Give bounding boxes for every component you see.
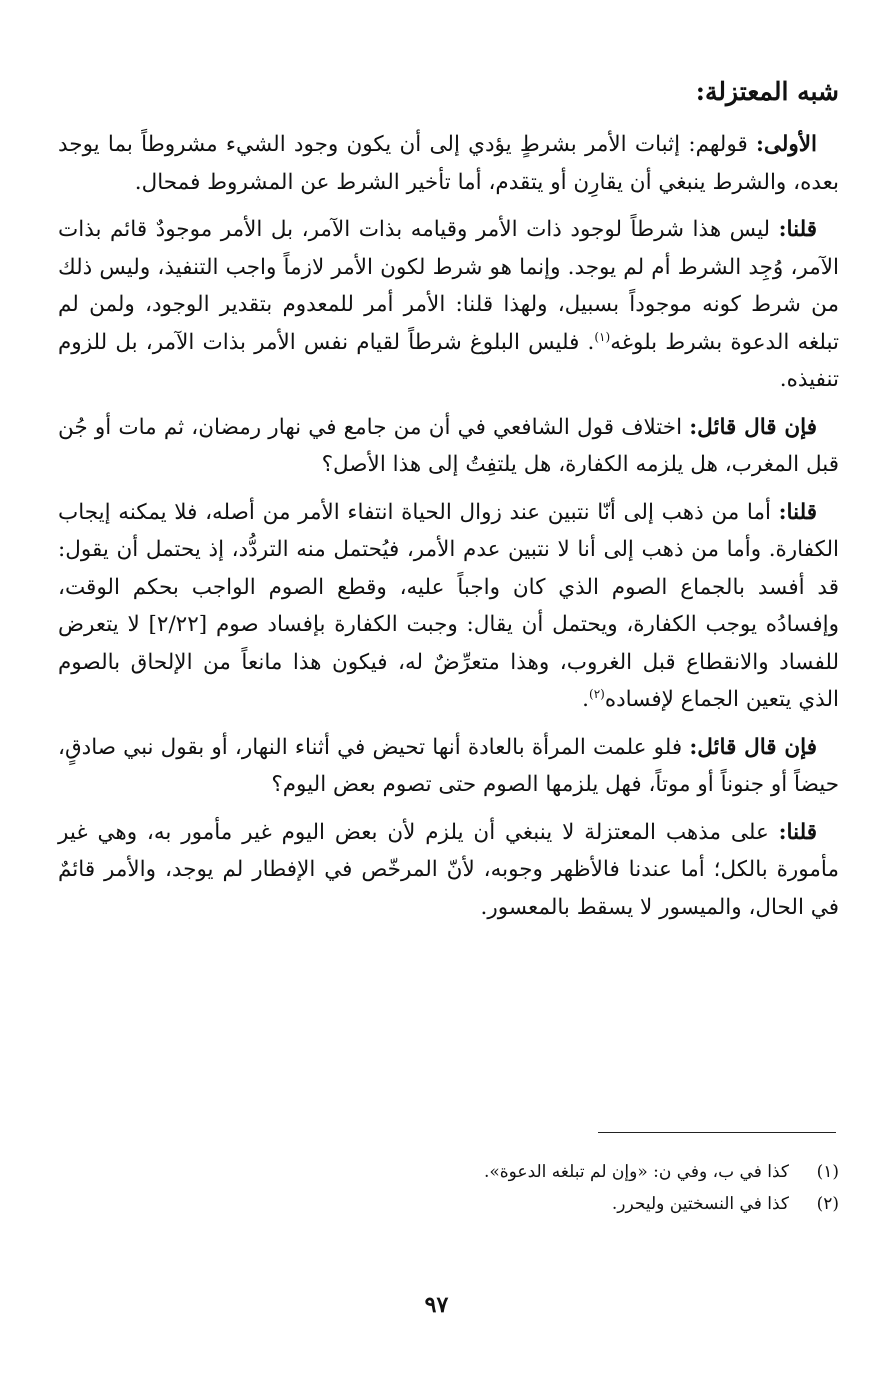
paragraph-5 bbox=[58, 729, 839, 804]
page-number: ٩٧ bbox=[424, 1292, 449, 1318]
footnote-divider bbox=[598, 1132, 836, 1133]
paragraph-lead: قلنا: bbox=[778, 217, 817, 242]
paragraph-tail: . فليس البلوغ شرطاً لقيام نفس الأمر بذات الآمر، بل للزوم تنفيذه. bbox=[58, 329, 839, 392]
footnote-text: كذا في النسختين وليحرر. bbox=[611, 1194, 789, 1214]
paragraph-tail: . bbox=[582, 687, 589, 712]
paragraph-lead: قلنا: bbox=[778, 819, 817, 845]
paragraph-text: قولهم: إثبات الأمر بشرطٍ يؤدي إلى أن يكون وجود الشيء مشروطاً بما يوجد بعده، والشرط ينبغي أن يقارِن أو يتقدم، أما تأخير الشرط عن المشروط فمحال. bbox=[58, 132, 839, 195]
paragraph-3 bbox=[58, 409, 839, 484]
footnotes bbox=[100, 1156, 839, 1220]
main-text bbox=[58, 72, 839, 936]
footnote-text: كذا في ب، وفي ن: «وإن لم تبلغه الدعوة». bbox=[483, 1162, 789, 1182]
paragraph-text: اختلاف قول الشافعي في أن من جامع في نهار رمضان، ثم مات أو جُن قبل المغرب، هل يلزمه الكفارة، هل يلتفِتُ إلى هذا الأصل؟ bbox=[58, 414, 839, 477]
paragraph-lead: فإن قال قائل: bbox=[689, 734, 817, 760]
paragraph-6 bbox=[58, 814, 839, 927]
paragraph-lead: قلنا: bbox=[778, 499, 817, 525]
paragraph-lead: فإن قال قائل: bbox=[689, 414, 817, 440]
footnote-1 bbox=[100, 1156, 839, 1188]
paragraph-2 bbox=[58, 211, 839, 399]
paragraph-text: أما من ذهب إلى أنّا نتبين عند زوال الحياة انتفاء الأمر من أصله، فلا يمكنه إيجاب الكفارة. وأما من ذهب إلى أنا لا نتبين عدم الأمر، فيُحتمل منه التردُّد، إذ يحتمل أن يقول: قد أفسد بالجماع الصوم الذي كان واجباً عليه، وقطع الصوم الواجب بحكم الوقت، وإفسادُه يوجب الكفارة، ويحتمل أن يقال: وجبت الكفارة بإفساد صوم [٢/٢٢] لا يتعرض للفساد والانقطاع قبل الغروب، وهذا متعرِّضٌ له، فيكون هذا مانعاً من الإلحاق بالصوم الذي يتعين الجماع لإفساده bbox=[58, 499, 839, 712]
footnote-2 bbox=[100, 1188, 839, 1220]
footnote-marker-1[interactable]: (١) bbox=[594, 329, 611, 344]
paragraph-text: ليس هذا شرطاً لوجود ذات الأمر وقيامه بذات الآمر، بل الأمر موجودٌ قائم بذات الآمر، وُجِد الشرط أم لم يوجد. وإنما هو شرط لكون الأمر لازماً واجب التنفيذ، وليس ذلك من شرط كونه موجوداً بسبيل، ولهذا قلنا: الأمر أمر للمعدوم بتقدير الوجود، ولمن لم تبلغه الدعوة بشرط بلوغه bbox=[58, 217, 840, 355]
footnote-marker-2[interactable]: (٢) bbox=[589, 686, 605, 701]
paragraph-1 bbox=[58, 126, 839, 201]
section-heading: شبه المعتزلة: bbox=[695, 77, 839, 106]
footnote-number: (١) bbox=[816, 1162, 839, 1182]
paragraph-4 bbox=[58, 494, 839, 719]
footnote-number: (٢) bbox=[816, 1194, 839, 1214]
paragraph-text: فلو علمت المرأة بالعادة أنها تحيض في أثناء النهار، أو بقول نبي صادقٍ، حيضاً أو جنوناً أو موتاً، فهل يلزمها الصوم حتى تصوم بعض اليوم؟ bbox=[58, 734, 839, 797]
paragraph-lead: الأولى: bbox=[755, 132, 817, 157]
paragraph-text: على مذهب المعتزلة لا ينبغي أن يلزم لأن بعض اليوم غير مأمور به، وهي غير مأمورة بالكل؛ أما عندنا فالأظهر وجوبه، لأنّ المرخّص في الإفطار لم يوجد، والأمر قائمٌ في الحال، والميسور لا يسقط بالمعسور. bbox=[58, 819, 839, 920]
